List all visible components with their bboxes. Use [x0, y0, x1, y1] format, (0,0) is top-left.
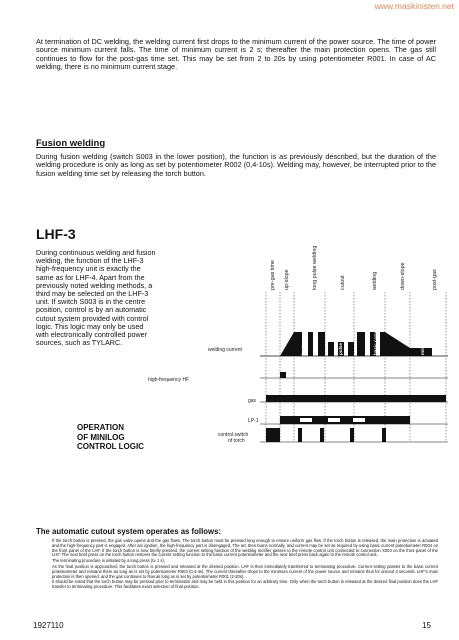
operation-heading: OPERATION OF MINILOG CONTROL LOGIC	[77, 423, 144, 451]
phase-label: down-slope	[400, 262, 406, 290]
fusion-welding-paragraph: During fusion welding (switch S003 in the lower position), the function is as previously described, but the duration of the welding procedure is only as long as set by potentiometer R002 (0,4-10s). Welding may, however, be interrupted prior to the fusion welding time set by releasing the torch button.	[36, 152, 436, 178]
cutout-paragraph: As the final position is approached, the torch button is pressed and released at the desired position. LHF is then immediately transferred to terminating procedure. Current setting passes to the basic current potentiometer and remains there as long as is set by potentiometer R003 (0,4-4s). The current thereafter drops to the minimum current of the power source and remains thus for around 2 seconds. LHF's main protection is then opened, and the gas continues to flow as long as is set by potentiometer R001 (2-20s).	[52, 564, 438, 579]
watermark: www.maskinisten.net	[374, 1, 454, 11]
phase-label: welding	[372, 271, 378, 290]
page-number: 15	[422, 621, 431, 630]
row-label-lp: LP-1	[248, 418, 259, 424]
phase-label: post-gas	[432, 269, 438, 290]
fusion-welding-heading: Fusion welding	[36, 138, 106, 149]
phase-label: up-slope	[284, 269, 290, 290]
cutout-paragraph: If the torch button is pressed, the gas valve opens and the gas flows. The torch button must be pressed long enough to ensure uniform gas flow. If the torch button is released, the main protection is actuated and the high-frequency part is engaged. After arc ignition, the high-frequency part is disengaged. The arc then burns normally, and current may be set as required by using basic current potentiometer R004 on the front panel of the LHF. If the torch button is now briefly pressed, the current setting function of the welding rectifier passes to the remote control unit connected to connection X003 on the front panel of the LHF. The next brief press on the torch button restores the current setting function to the basic current potentiometer and the next brief press back again to the remote control unit.	[52, 538, 438, 558]
lhf3-heading: LHF-3	[36, 226, 76, 242]
row-label-welding-current: welding current	[208, 347, 242, 353]
row-label-hf: high-frequency HF	[148, 377, 190, 383]
row-label-control-switch: control switch	[218, 432, 249, 438]
cutout-heading: The automatic cutout system operates as follows:	[36, 527, 222, 536]
timing-diagram	[148, 244, 458, 454]
intro-paragraph: At termination of DC welding, the welding current first drops to the minimum current of the power source. The time of power source minimum current falls. The time of minimum current is 2 s; thereafter the main protection opens. The gas still continues to flow for the post-gas time set. This may be set from 2 to 20s by using potentiometer R001. In case of AC welding, there is no minimum current stage.	[36, 37, 436, 72]
phase-label: cutout	[340, 275, 346, 290]
row-label-torch: of torch	[228, 438, 245, 444]
current-label: basic current	[373, 326, 378, 355]
lhf3-paragraph: During continuous welding and fusion welding, the function of the LHF-3 high-frequency unit is exactly the same as for LHF-4. Apart from the previously noted welding methods, a third may be selected on the LHF-3 unit. If switch S003 is in the centre position, control is by an automatic cutout system provided with control logic. This logic may only be used with electronically controlled power sources, such as TYLARC.	[36, 248, 156, 348]
doc-number: 1927110	[33, 621, 64, 630]
phase-label: pre-gas time	[270, 260, 276, 290]
cutout-paragraph: It should be noted that the torch button may be pressed prior to termination and may be held in this position for an arbitrary time. Only when the torch button is released at the desired final position does the LHF transfer to terminating procedure. This facilitates exact selection of final position.	[52, 579, 438, 589]
cutout-paragraph: The terminating procedure is initiated by a long press (t≥ 1 s).	[52, 558, 165, 563]
current-label: basic current	[301, 326, 306, 355]
row-label-gas: gas	[248, 398, 257, 404]
phase-label: long pulse welding	[312, 245, 318, 290]
current-label: pulse current	[338, 325, 343, 355]
current-label: minimum current	[420, 317, 425, 355]
